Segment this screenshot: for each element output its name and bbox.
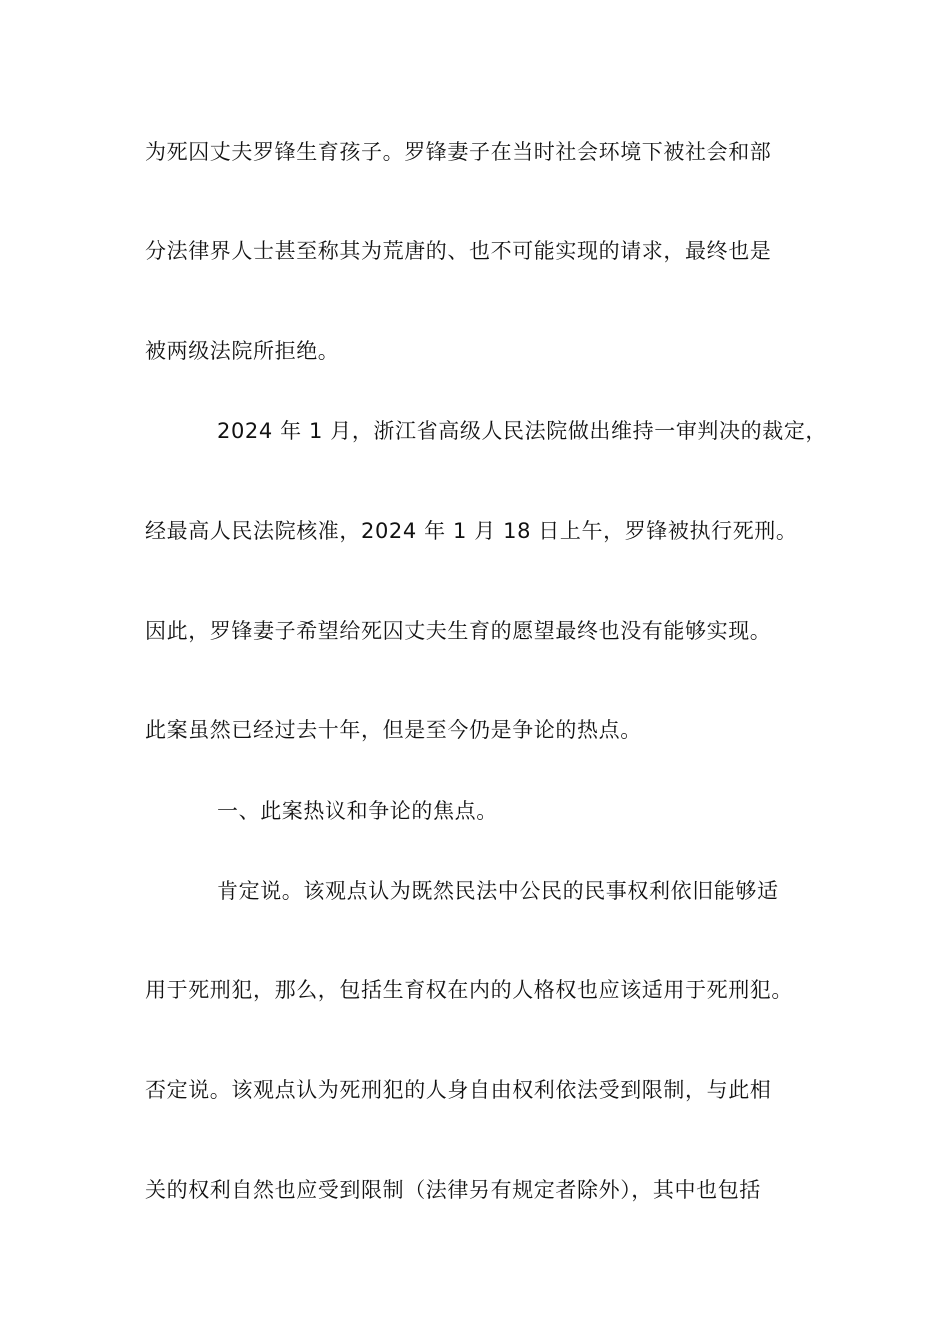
body-text-line: 关的权利自然也应受到限制（法律另有规定者除外），其中也包括 [145, 1178, 761, 1202]
body-text-line: 因此，罗锋妻子希望给死囚丈夫生育的愿望最终也没有能够实现。 [145, 619, 772, 643]
body-text-line: 用于死刑犯，那么，包括生育权在内的人格权也应该适用于死刑犯。 [145, 978, 793, 1002]
body-text-line: 否定说。该观点认为死刑犯的人身自由权利依法受到限制，与此相 [145, 1078, 772, 1102]
paragraph-first-line: 2024 年 1 月，浙江省高级人民法院做出维持一审判决的裁定， [217, 419, 828, 443]
body-text-line: 被两级法院所拒绝。 [145, 339, 340, 363]
body-text-line: 分法律界人士甚至称其为荒唐的、也不可能实现的请求，最终也是 [145, 239, 772, 263]
section-heading: 一、此案热议和争论的焦点。 [217, 799, 498, 823]
body-text-line: 此案虽然已经过去十年，但是至今仍是争论的热点。 [145, 718, 642, 742]
body-text-line: 经最高人民法院核准，2024 年 1 月 18 日上午，罗锋被执行死刑。 [145, 519, 798, 543]
body-text-line: 为死囚丈夫罗锋生育孩子。罗锋妻子在当时社会环境下被社会和部 [145, 140, 772, 164]
paragraph-first-line: 肯定说。该观点认为既然民法中公民的民事权利依旧能够适 [217, 879, 779, 903]
